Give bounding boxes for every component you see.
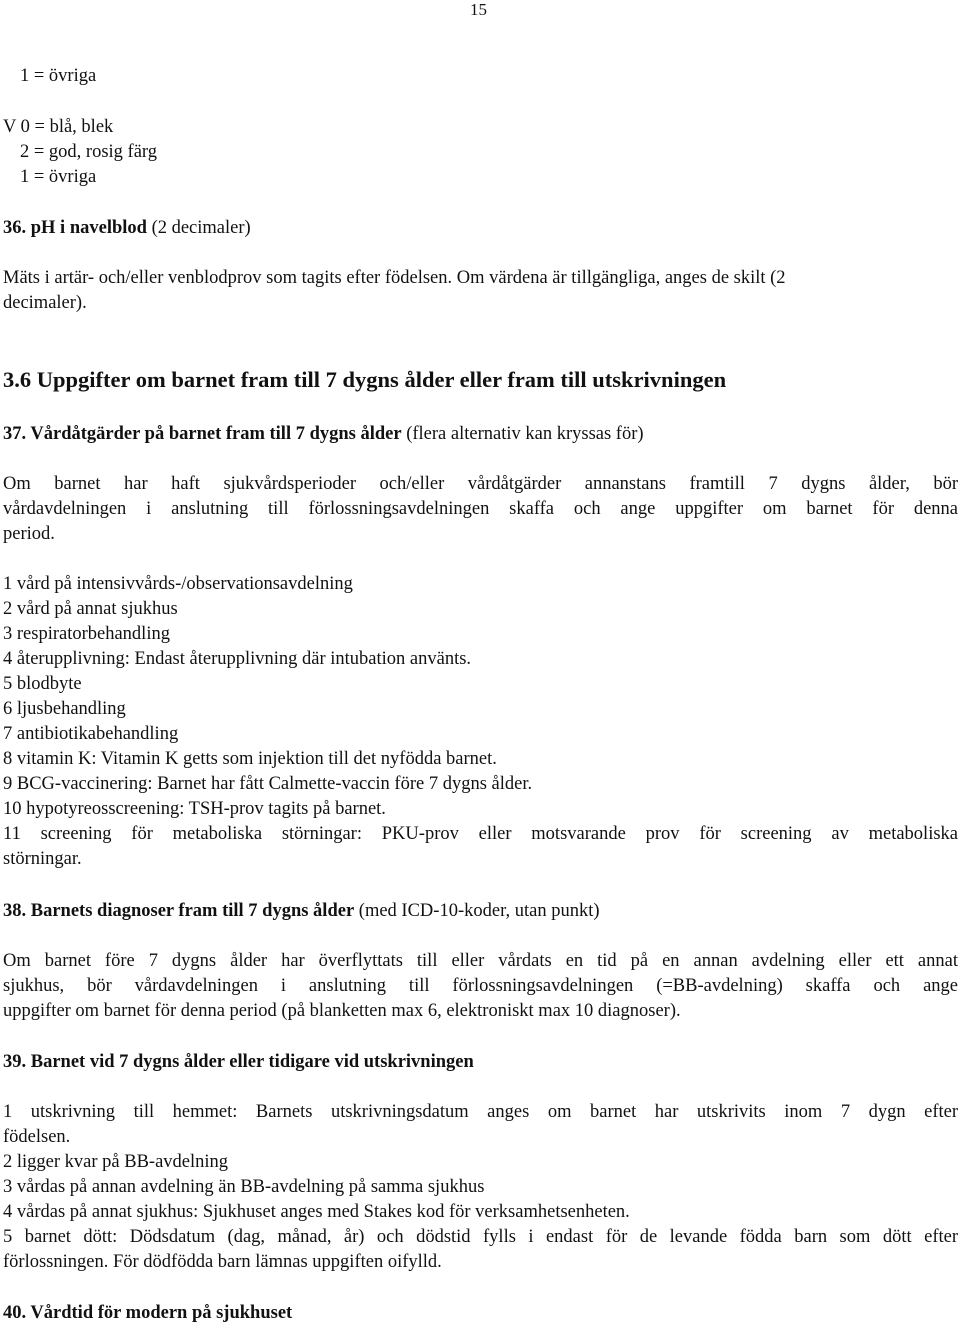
section-38-heading — [3, 899, 958, 923]
section-3-6-heading: 3.6 Uppgifter om barnet fram till 7 dygns ålder eller fram till utskrivningen — [3, 367, 727, 392]
section-39-list-item: födelsen. — [3, 1127, 71, 1147]
section-37-list-item: 3 respiratorbehandling — [3, 624, 170, 644]
section-36-heading — [3, 216, 958, 240]
section-36-title: 36. pH i navelblod — [3, 218, 147, 238]
section-37-list-item: 8 vitamin K: Vitamin K getts som injektion till det nyfödda barnet. — [3, 749, 497, 769]
section-39-list-item: 3 vårdas på annan avdelning än BB-avdelning på samma sjukhus — [3, 1177, 485, 1197]
section-39-list-item: 1 utskrivning till hemmet: Barnets utskrivningsdatum anges om barnet har utskrivits inom 7 dygn efter — [3, 1102, 958, 1122]
section-37-list-item: 5 blodbyte — [3, 674, 82, 694]
section-36-body-line: Mäts i artär- och/eller venblodprov som tagits efter födelsen. Om värdena är tillgängliga, anges de skilt (2 — [3, 268, 786, 288]
section-37-list-item: 4 återupplivning: Endast återupplivning där intubation använts. — [3, 649, 472, 669]
section-37-list-item: 6 ljusbehandling — [3, 699, 126, 719]
top-list-item: 2 = god, rosig färg — [20, 142, 158, 162]
section-38-body-line: Om barnet före 7 dygns ålder har överflyttats till eller vårdats en tid på en annan avdelning eller ett annat — [3, 951, 958, 971]
section-36-note: (2 decimaler) — [146, 218, 251, 238]
section-37-list-item: 1 vård på intensivvårds-/observationsavdelning — [3, 574, 353, 594]
section-37-body-line: Om barnet har haft sjukvårdsperioder och/eller vårdåtgärder annanstans framtill 7 dygns ålder, bör — [3, 474, 958, 494]
section-37-heading — [3, 422, 958, 446]
section-38-note: (med ICD-10-koder, utan punkt) — [354, 901, 600, 921]
section-37-list-item: 10 hypotyreosscreening: TSH-prov tagits på barnet. — [3, 799, 386, 819]
section-40-heading: 40. Vårdtid för modern på sjukhuset — [3, 1303, 293, 1323]
section-38-body-line: uppgifter om barnet för denna period (på blanketten max 6, elektroniskt max 10 diagnoser). — [3, 1001, 681, 1021]
section-37-body-line: period. — [3, 524, 55, 544]
section-37-title: 37. Vårdåtgärder på barnet fram till 7 dygns ålder — [3, 424, 402, 444]
section-37-list-item: 9 BCG-vaccinering: Barnet har fått Calmette-vaccin före 7 dygns ålder. — [3, 774, 533, 794]
section-37-list-item: 7 antibiotikabehandling — [3, 724, 179, 744]
page-number: 15 — [470, 0, 487, 19]
top-list-item: 1 = övriga — [20, 66, 97, 86]
section-39-list-item: 5 barnet dött: Dödsdatum (dag, månad, år) och dödstid fylls i endast för de levande födda barn som dött efter — [3, 1227, 958, 1247]
section-37-list-item: 2 vård på annat sjukhus — [3, 599, 178, 619]
section-38-title: 38. Barnets diagnoser fram till 7 dygns ålder — [3, 901, 355, 921]
section-39-list-item: 2 ligger kvar på BB-avdelning — [3, 1152, 229, 1172]
top-list-item: V 0 = blå, blek — [3, 117, 114, 137]
section-37-note: (flera alternativ kan kryssas för) — [401, 424, 644, 444]
section-36-body-line: decimaler). — [3, 293, 87, 313]
section-39-list-item: förlossningen. För dödfödda barn lämnas uppgiften oifylld. — [3, 1252, 442, 1272]
top-list-item: 1 = övriga — [20, 167, 97, 187]
section-37-body-line: vårdavdelningen i anslutning till förlossningsavdelningen skaffa och ange uppgifter om barnet för denna — [3, 499, 958, 519]
section-38-body-line: sjukhus, bör vårdavdelningen i anslutning till förlossningsavdelningen (=BB-avdelning) skaffa och ange — [3, 976, 958, 996]
section-37-list-item: störningar. — [3, 849, 82, 869]
section-37-list-item: 11 screening för metaboliska störningar: PKU-prov eller motsvarande prov för screening av metaboliska — [3, 824, 958, 844]
section-39-list-item: 4 vårdas på annat sjukhus: Sjukhuset anges med Stakes kod för verksamhetsenheten. — [3, 1202, 630, 1222]
section-39-heading: 39. Barnet vid 7 dygns ålder eller tidigare vid utskrivningen — [3, 1052, 474, 1072]
